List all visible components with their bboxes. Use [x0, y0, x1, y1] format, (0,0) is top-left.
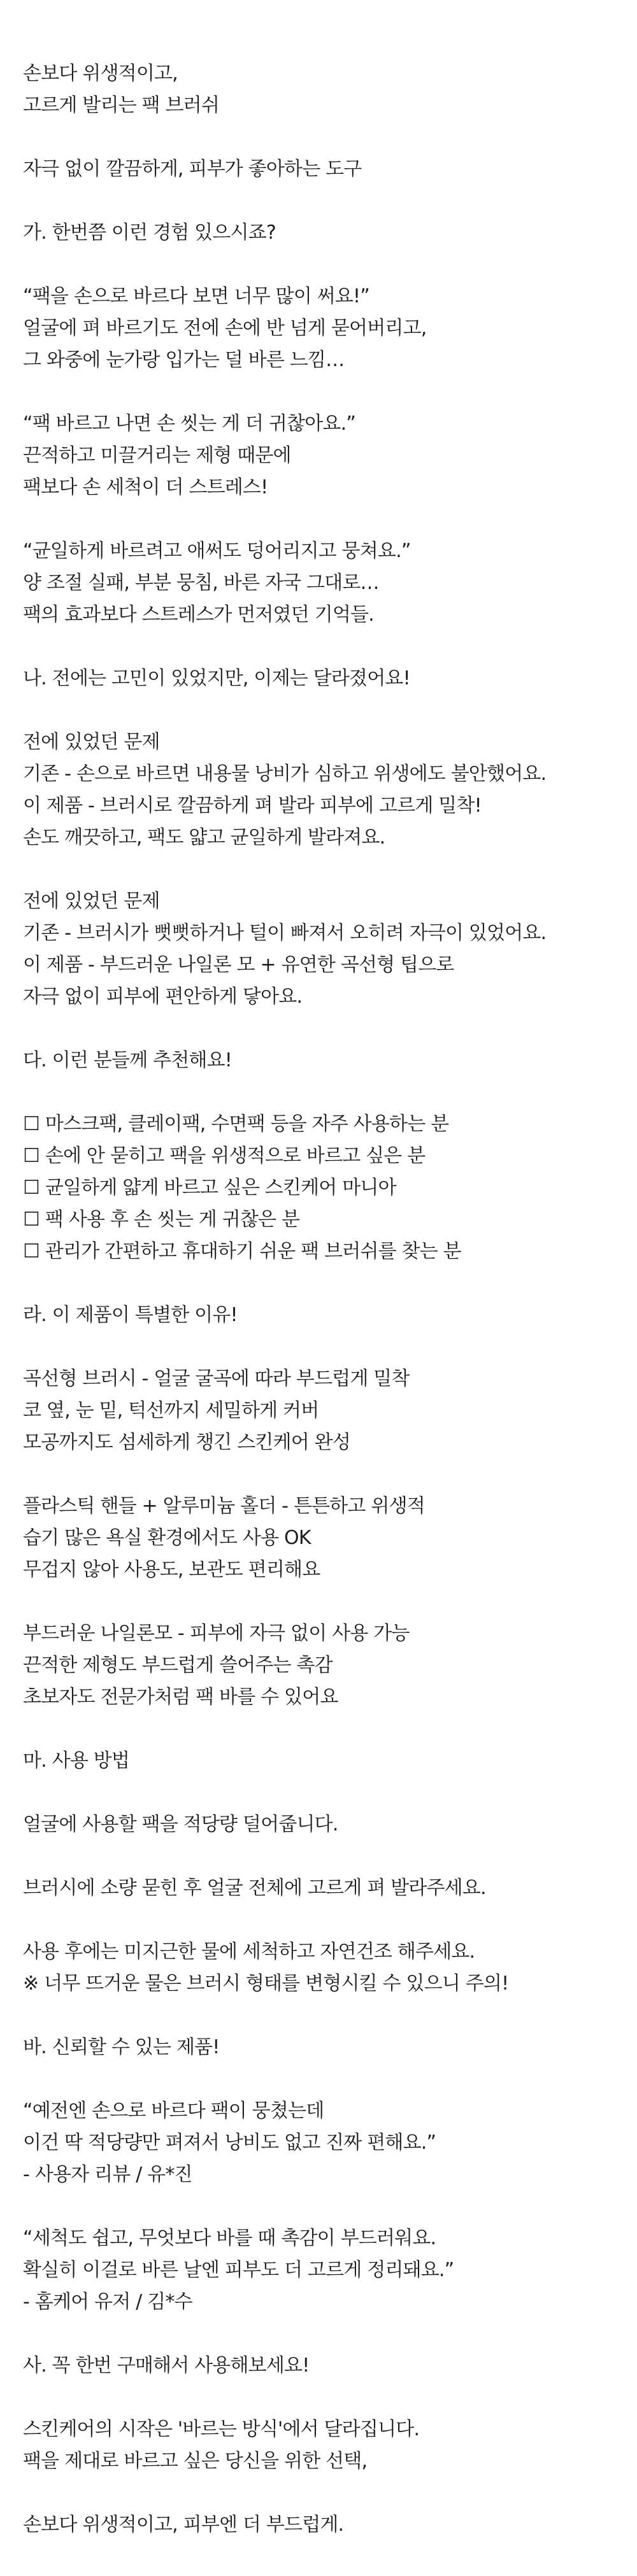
- spacer: [23, 1331, 637, 1363]
- review-1: [23, 2095, 637, 2191]
- checklist-item: ☐ 마스크팩, 클레이팩, 수면팩 등을 자주 사용하는 분: [23, 1113, 449, 1135]
- spacer: [23, 695, 637, 726]
- text-line: 손도 깨끗하고, 팩도 얇고 균일하게 발라져요.: [23, 826, 385, 849]
- section-heading-ga: [23, 217, 637, 249]
- spacer: [23, 1459, 637, 1490]
- text-line: 전에 있었던 문제: [23, 890, 160, 912]
- text-line: ※ 너무 뜨거운 물은 브러시 형태를 변형시킬 수 있으니 주의!: [23, 1972, 509, 1995]
- section-heading-ba: [23, 2032, 637, 2063]
- text-line: 나. 전에는 고민이 있었지만, 이제는 달라졌어요!: [23, 667, 410, 690]
- text-line: 팩보다 손 세척이 더 스트레스!: [23, 476, 268, 499]
- text-line: 마. 사용 방법: [23, 1750, 130, 1772]
- spacer: [23, 2000, 637, 2032]
- experience-paragraph-1: [23, 281, 637, 376]
- closing-paragraph: [23, 2414, 637, 2477]
- text-line: 끈적하고 미끌거리는 제형 때문에: [23, 444, 291, 467]
- spacer: [23, 376, 637, 408]
- spacer: [23, 122, 637, 153]
- feature-nylon-bristles: [23, 1618, 637, 1713]
- spacer: [23, 1904, 637, 1936]
- text-line: 곡선형 브러시 - 얼굴 굴곡에 따라 부드럽게 밀착: [23, 1368, 410, 1390]
- text-line: 끈적한 제형도 부드럽게 쓸어주는 촉감: [23, 1654, 333, 1676]
- text-line: 이건 딱 적당량만 펴져서 낭비도 없고 진짜 편해요.”: [23, 2132, 436, 2154]
- intro-subtitle: [23, 153, 637, 185]
- text-line: 얼굴에 펴 바르기도 전에 손에 반 넘게 묻어버리고,: [23, 317, 427, 339]
- spacer: [23, 2477, 637, 2509]
- text-line: 팩의 효과보다 스트레스가 먼저였던 기억들.: [23, 604, 374, 626]
- spacer: [23, 854, 637, 886]
- text-line: 플라스틱 핸들 + 알루미늄 홀더 - 튼튼하고 위생적: [23, 1495, 425, 1517]
- spacer: [23, 1013, 637, 1045]
- feature-curved-brush: [23, 1363, 637, 1459]
- text-line: 자극 없이 피부에 편안하게 닿아요.: [23, 986, 303, 1008]
- text-line: “예전엔 손으로 바르다 팩이 뭉쳤는데: [23, 2100, 324, 2122]
- spacer: [23, 1713, 637, 1745]
- experience-paragraph-2: [23, 408, 637, 504]
- spacer: [23, 504, 637, 535]
- experience-paragraph-3: [23, 535, 637, 631]
- text-line: 손보다 위생적이고, 피부엔 더 부드럽게.: [23, 2514, 344, 2536]
- checklist-item: ☐ 손에 안 묻히고 팩을 위생적으로 바르고 싶은 분: [23, 1145, 426, 1167]
- checklist-item: ☐ 팩 사용 후 손 씻는 게 귀찮은 분: [23, 1208, 300, 1231]
- text-line: 이 제품 - 부드러운 나일론 모 + 유연한 곡선형 팁으로: [23, 954, 454, 976]
- text-line: 모공까지도 섬세하게 챙긴 스킨케어 완성: [23, 1431, 351, 1454]
- text-line: 고르게 발리는 팩 브러쉬: [23, 94, 220, 117]
- spacer: [23, 1268, 637, 1299]
- text-line: 손보다 위생적이고,: [23, 62, 178, 85]
- feature-handle-holder: [23, 1490, 637, 1586]
- closing-tagline: [23, 2509, 637, 2541]
- spacer: [23, 185, 637, 217]
- text-line: 전에 있었던 문제: [23, 731, 160, 753]
- review-author: - 홈케어 유저 / 김*수: [23, 2291, 192, 2313]
- problem-solution-1: [23, 726, 637, 854]
- text-line: 무겁지 않아 사용도, 보관도 편리해요: [23, 1559, 320, 1581]
- spacer: [23, 1841, 637, 1872]
- text-line: 초보자도 전문가처럼 팩 바를 수 있어요: [23, 1686, 338, 1708]
- text-line: 습기 많은 욕실 환경에서도 사용 OK: [23, 1527, 311, 1549]
- text-line: “균일하게 바르려고 애써도 덩어리지고 뭉쳐요.”: [23, 540, 411, 562]
- checklist-item: ☐ 관리가 간편하고 휴대하기 쉬운 팩 브러쉬를 찾는 분: [23, 1240, 461, 1263]
- text-line: “팩 바르고 나면 손 씻는 게 더 귀찮아요.”: [23, 413, 356, 435]
- section-heading-ra: [23, 1299, 637, 1331]
- spacer: [23, 631, 637, 663]
- text-line: 양 조절 실패, 부분 뭉침, 바른 자국 그대로…: [23, 572, 379, 594]
- review-author: - 사용자 리뷰 / 유*진: [23, 2163, 192, 2186]
- text-line: 기존 - 손으로 바르면 내용물 낭비가 심하고 위생에도 불안했어요.: [23, 763, 547, 785]
- text-line: 가. 한번쯤 이런 경험 있으시죠?: [23, 222, 276, 244]
- text-line: 다. 이런 분들께 추천해요!: [23, 1049, 232, 1072]
- problem-solution-2: [23, 886, 637, 1013]
- text-line: 자극 없이 깔끔하게, 피부가 좋아하는 도구: [23, 158, 362, 180]
- spacer: [23, 249, 637, 281]
- text-line: 확실히 이걸로 바른 날엔 피부도 더 고르게 정리돼요.”: [23, 2259, 454, 2281]
- checklist-item: ☐ 균일하게 얇게 바르고 싶은 스킨케어 마니아: [23, 1177, 396, 1199]
- text-line: 라. 이 제품이 특별한 이유!: [23, 1304, 238, 1326]
- usage-step-3: [23, 1936, 637, 2000]
- spacer: [23, 2191, 637, 2223]
- text-line: “팩을 손으로 바르다 보면 너무 많이 써요!”: [23, 285, 370, 308]
- text-line: 기존 - 브러시가 뻣뻣하거나 털이 빠져서 오히려 자극이 있었어요.: [23, 922, 547, 944]
- text-line: 사용 후에는 미지근한 물에 세척하고 자연건조 해주세요.: [23, 1941, 475, 1963]
- usage-step-1: [23, 1809, 637, 1841]
- text-line: 이 제품 - 브러시로 깔끔하게 펴 발라 피부에 고르게 밀착!: [23, 795, 482, 817]
- review-2: [23, 2223, 637, 2318]
- spacer: [23, 2382, 637, 2414]
- text-line: 브러시에 소량 묻힌 후 얼굴 전체에 고르게 펴 발라주세요.: [23, 1877, 486, 1899]
- text-line: 팩을 제대로 바르고 싶은 당신을 위한 선택,: [23, 2450, 368, 2472]
- text-line: “세척도 쉽고, 무엇보다 바를 때 촉감이 부드러워요.: [23, 2227, 436, 2249]
- intro-title: [23, 58, 637, 122]
- text-line: 스킨케어의 시작은 '바르는 방식'에서 달라집니다.: [23, 2418, 420, 2440]
- text-line: 사. 꼭 한번 구매해서 사용해보세요!: [23, 2354, 310, 2377]
- spacer: [23, 1777, 637, 1809]
- spacer: [23, 1077, 637, 1108]
- text-line: 얼굴에 사용할 팩을 적당량 덜어줍니다.: [23, 1813, 338, 1836]
- section-heading-da: [23, 1045, 637, 1077]
- spacer: [23, 1586, 637, 1618]
- section-heading-na: [23, 663, 637, 695]
- section-heading-ma: [23, 1745, 637, 1777]
- usage-step-2: [23, 1872, 637, 1904]
- text-line: 바. 신뢰할 수 있는 제품!: [23, 2036, 220, 2058]
- recommend-checklist: [23, 1108, 637, 1268]
- text-line: 그 와중에 눈가랑 입가는 덜 바른 느낌…: [23, 349, 345, 371]
- text-line: 부드러운 나일론모 - 피부에 자극 없이 사용 가능: [23, 1622, 410, 1645]
- spacer: [23, 2318, 637, 2350]
- section-heading-sa: [23, 2350, 637, 2382]
- spacer: [23, 2063, 637, 2095]
- text-line: 코 옆, 눈 밑, 턱선까지 세밀하게 커버: [23, 1399, 319, 1422]
